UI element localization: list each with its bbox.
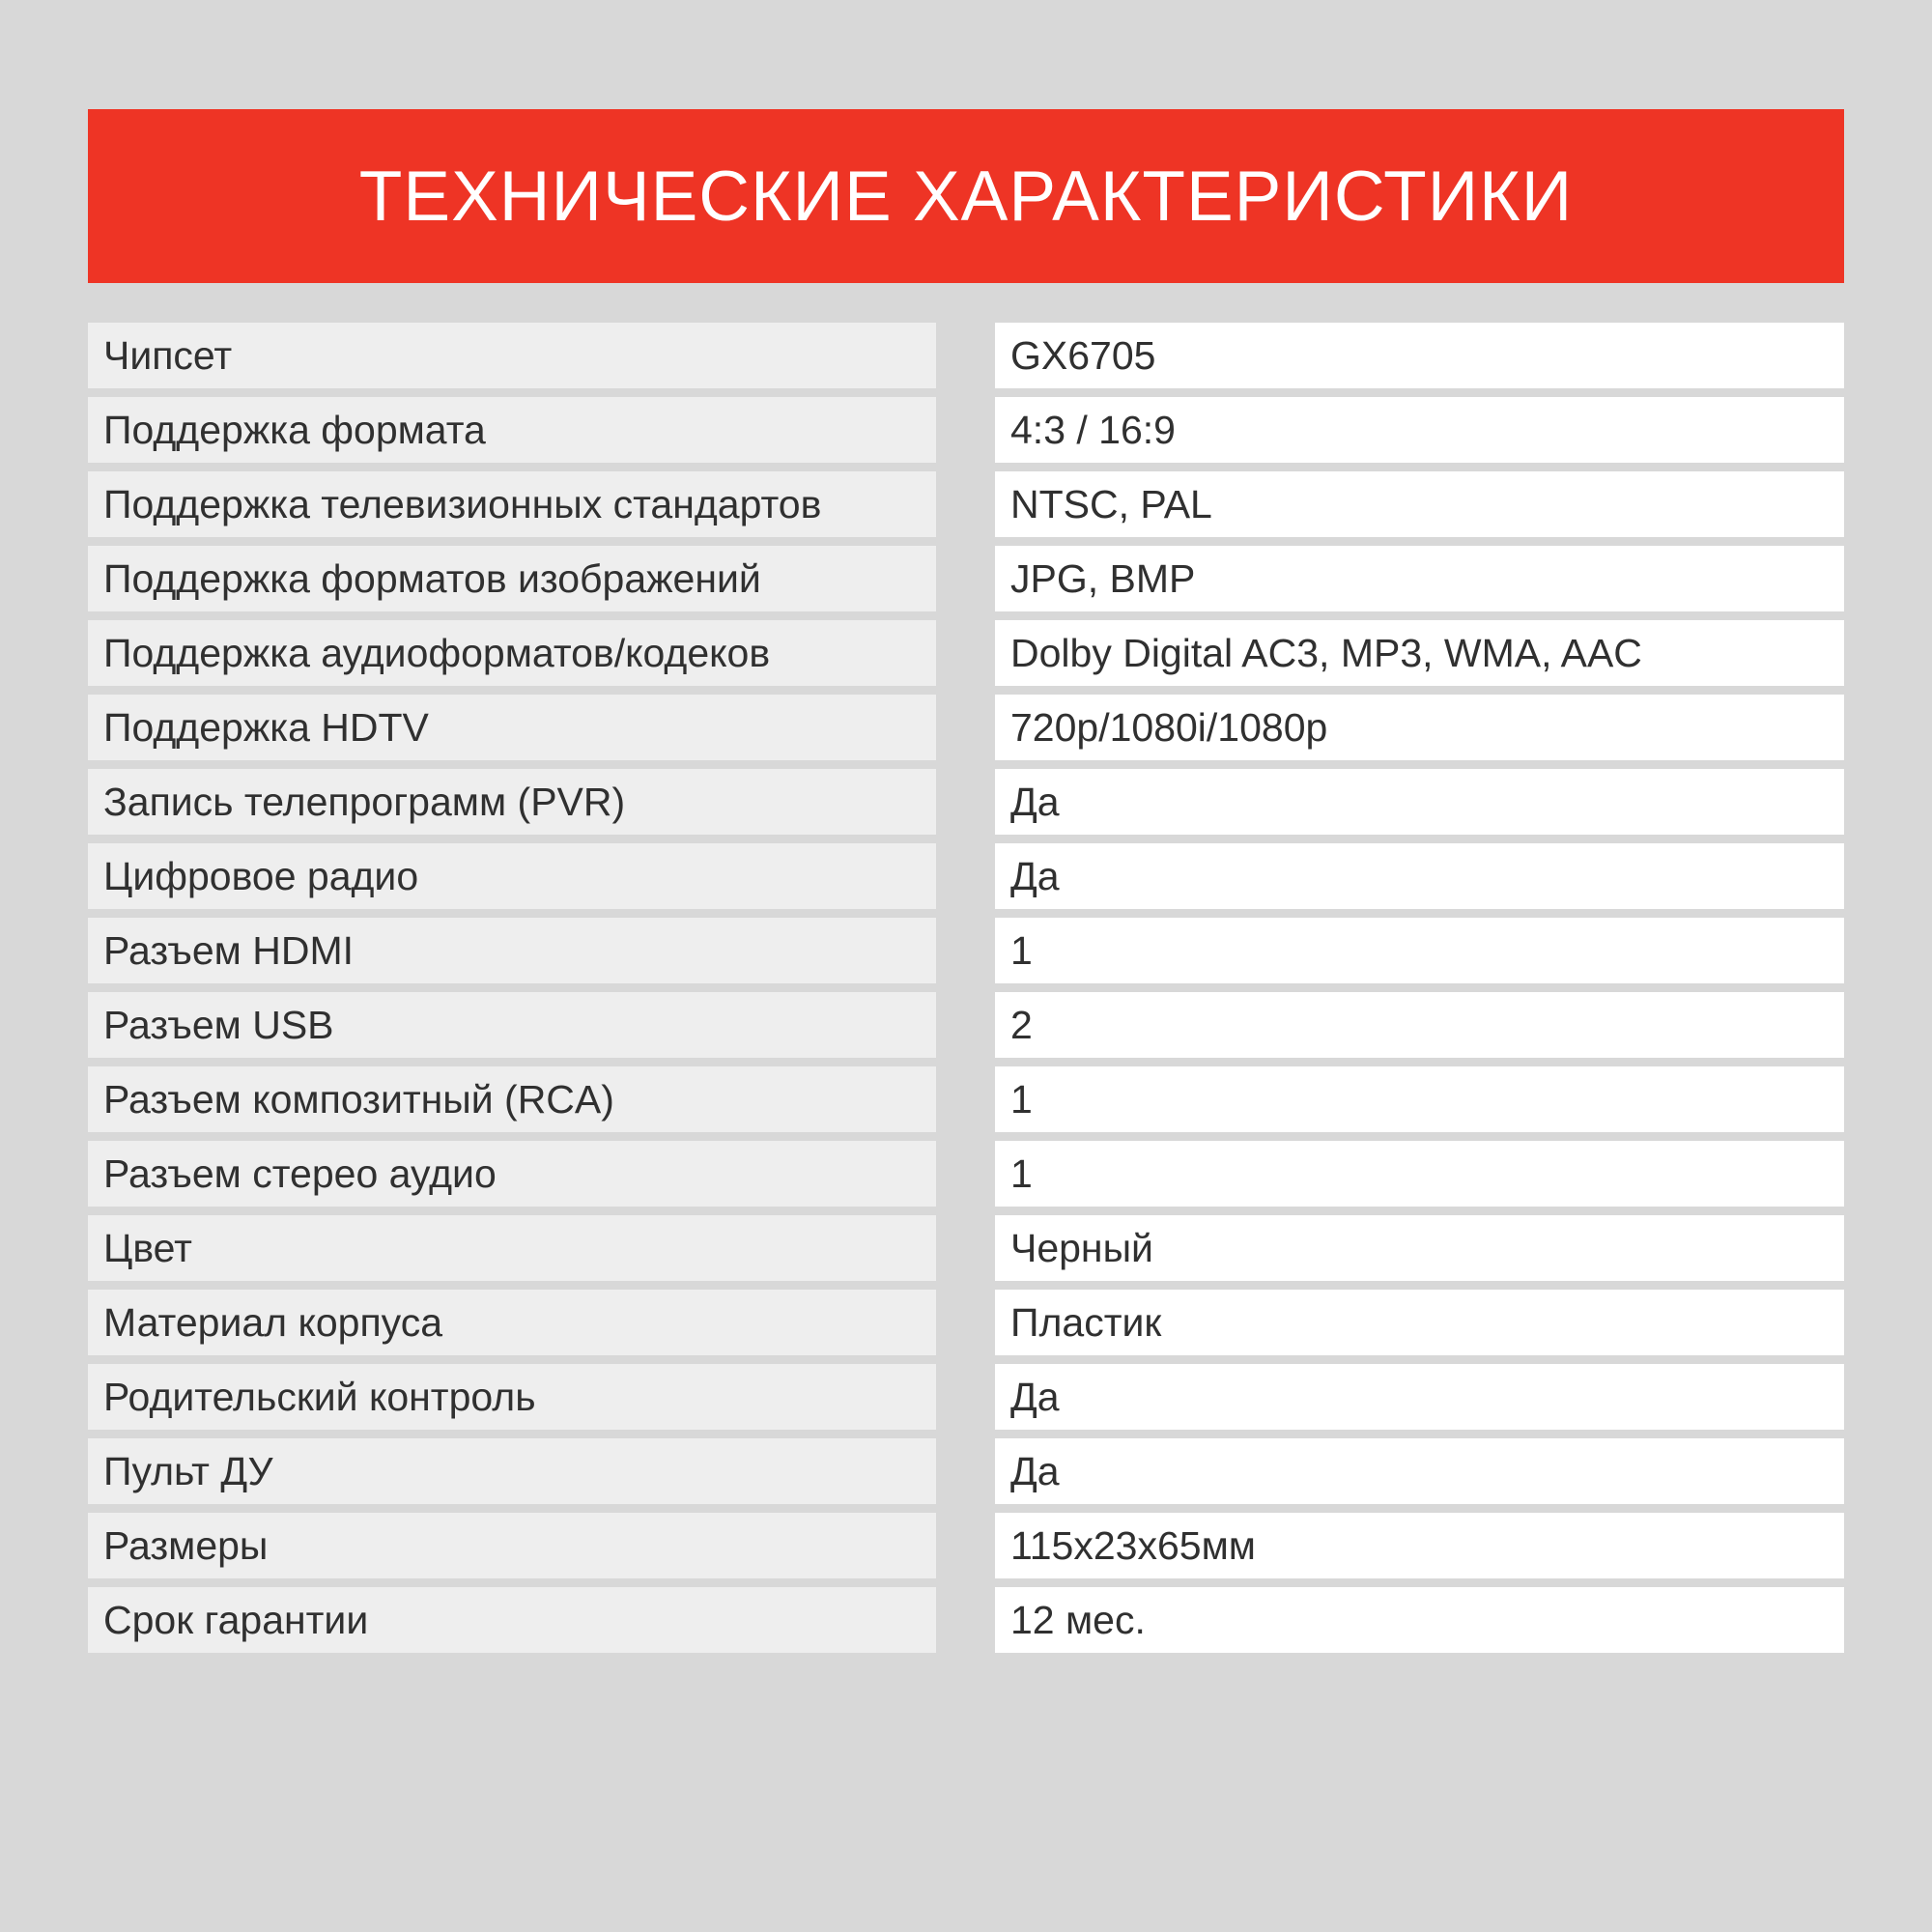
spec-value: 4:3 / 16:9 bbox=[995, 397, 1844, 463]
spec-value: Да bbox=[995, 1438, 1844, 1504]
spec-label: Поддержка HDTV bbox=[88, 695, 936, 760]
spec-row bbox=[88, 620, 1844, 686]
spec-row bbox=[88, 1141, 1844, 1207]
spec-label: Размеры bbox=[88, 1513, 936, 1578]
spec-value: 1 bbox=[995, 918, 1844, 983]
spec-label: Разъем USB bbox=[88, 992, 936, 1058]
spec-value: Черный bbox=[995, 1215, 1844, 1281]
spec-row bbox=[88, 992, 1844, 1058]
spec-value: NTSC, PAL bbox=[995, 471, 1844, 537]
spec-row bbox=[88, 1587, 1844, 1653]
spec-row bbox=[88, 843, 1844, 909]
spec-label: Цифровое радио bbox=[88, 843, 936, 909]
spec-row bbox=[88, 323, 1844, 388]
spec-label: Запись телепрограмм (PVR) bbox=[88, 769, 936, 835]
spec-value: Dolby Digital AC3, MP3, WMA, AAC bbox=[995, 620, 1844, 686]
spec-label: Родительский контроль bbox=[88, 1364, 936, 1430]
spec-row bbox=[88, 1066, 1844, 1132]
spec-value: Да bbox=[995, 843, 1844, 909]
spec-value: GX6705 bbox=[995, 323, 1844, 388]
spec-value: 1 bbox=[995, 1066, 1844, 1132]
spec-label: Поддержка формата bbox=[88, 397, 936, 463]
spec-value: 115x23x65мм bbox=[995, 1513, 1844, 1578]
spec-row bbox=[88, 1215, 1844, 1281]
spec-row bbox=[88, 918, 1844, 983]
spec-row bbox=[88, 471, 1844, 537]
spec-row bbox=[88, 1513, 1844, 1578]
spec-row bbox=[88, 695, 1844, 760]
spec-label: Поддержка аудиоформатов/кодеков bbox=[88, 620, 936, 686]
spec-label: Разъем композитный (RCA) bbox=[88, 1066, 936, 1132]
spec-label: Цвет bbox=[88, 1215, 936, 1281]
spec-label: Пульт ДУ bbox=[88, 1438, 936, 1504]
spec-value: 12 мес. bbox=[995, 1587, 1844, 1653]
spec-label: Поддержка форматов изображений bbox=[88, 546, 936, 611]
spec-value: Пластик bbox=[995, 1290, 1844, 1355]
section-header-banner bbox=[88, 109, 1844, 283]
spec-row bbox=[88, 1438, 1844, 1504]
spec-label: Разъем HDMI bbox=[88, 918, 936, 983]
spec-row bbox=[88, 1290, 1844, 1355]
spec-value: 1 bbox=[995, 1141, 1844, 1207]
spec-value: Да bbox=[995, 1364, 1844, 1430]
page-title: ТЕХНИЧЕСКИЕ ХАРАКТЕРИСТИКИ bbox=[358, 156, 1574, 236]
spec-row bbox=[88, 397, 1844, 463]
spec-label: Чипсет bbox=[88, 323, 936, 388]
spec-value: 2 bbox=[995, 992, 1844, 1058]
spec-label: Материал корпуса bbox=[88, 1290, 936, 1355]
spec-label: Разъем стерео аудио bbox=[88, 1141, 936, 1207]
spec-label: Срок гарантии bbox=[88, 1587, 936, 1653]
spec-value: Да bbox=[995, 769, 1844, 835]
spec-label: Поддержка телевизионных стандартов bbox=[88, 471, 936, 537]
spec-value: JPG, BMP bbox=[995, 546, 1844, 611]
spec-row bbox=[88, 769, 1844, 835]
spec-value: 720p/1080i/1080p bbox=[995, 695, 1844, 760]
spec-row bbox=[88, 546, 1844, 611]
spec-table bbox=[88, 323, 1844, 1653]
spec-row bbox=[88, 1364, 1844, 1430]
